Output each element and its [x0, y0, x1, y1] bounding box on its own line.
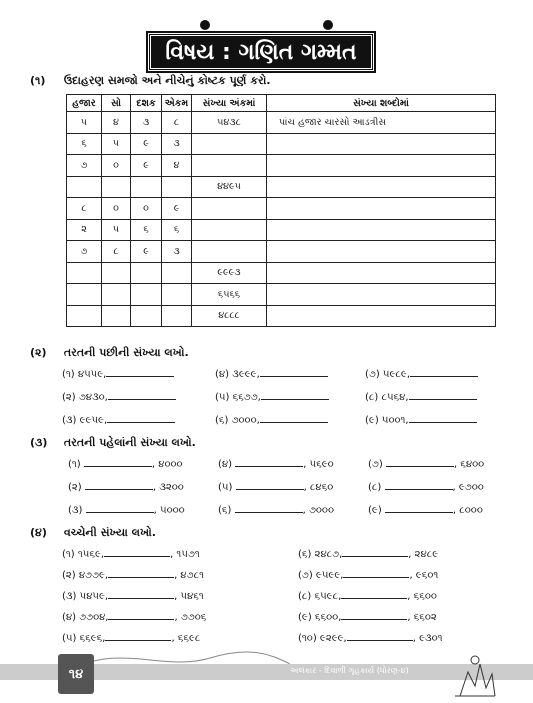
binder-hole-left: [200, 20, 210, 30]
previous-number-item: [218, 456, 334, 470]
table-cell: ૬૫૬૬: [192, 284, 267, 306]
table-cell: ૬: [131, 219, 162, 241]
answer-blank[interactable]: [108, 588, 174, 599]
table-cell: ૭: [67, 155, 102, 177]
answer-blank[interactable]: [260, 366, 328, 377]
table-cell: પાંચ હજાર ચારસો આડત્રીસ: [267, 112, 496, 134]
next-number-item: [62, 389, 176, 403]
item-value: , ૯૬૦૧: [409, 570, 439, 581]
page-number: ૧૪: [58, 654, 94, 694]
table-cell[interactable]: [267, 219, 496, 241]
between-number-item: [62, 588, 204, 602]
item-label: (૪) ૩૯૯૯,: [215, 369, 260, 380]
table-row: [67, 284, 496, 306]
item-label: (૮) ૬૫૯૮,: [298, 591, 342, 602]
header-ones: એકમ: [162, 95, 192, 112]
table-cell[interactable]: [67, 305, 102, 327]
table-cell[interactable]: [162, 262, 192, 284]
previous-number-item: [68, 479, 184, 493]
table-row: [67, 176, 496, 198]
item-label: (૫) ૬૬૯૬,: [62, 633, 106, 644]
table-cell[interactable]: [267, 284, 496, 306]
previous-number-item: [368, 456, 484, 470]
between-number-item: [298, 609, 437, 623]
answer-blank[interactable]: [85, 479, 153, 490]
header-number-words: સંખ્યા શબ્દોમાં: [267, 95, 496, 112]
answer-blank[interactable]: [236, 479, 304, 490]
answer-blank[interactable]: [260, 412, 328, 423]
table-cell: ૩: [162, 241, 192, 263]
item-value: , ૮૦૦૦: [452, 505, 483, 516]
table-cell: ૦: [131, 198, 162, 220]
next-number-item: [365, 389, 477, 403]
previous-number-item: [218, 479, 333, 493]
table-row: [67, 112, 496, 134]
between-number-item: [62, 609, 206, 623]
item-value: , ૭૭૦૬: [174, 612, 207, 623]
table-row: [67, 262, 496, 284]
section3-heading: [30, 436, 196, 450]
table-cell: ૫૪૩૮: [192, 112, 267, 134]
table-cell: ૬: [162, 219, 192, 241]
previous-number-item: [68, 456, 183, 470]
table-row: [67, 155, 496, 177]
answer-blank[interactable]: [385, 479, 453, 490]
answer-blank[interactable]: [343, 567, 409, 578]
item-value: , ૫૬૯૦: [303, 459, 334, 470]
item-value: , ૭૦૦૦: [302, 505, 334, 516]
place-value-table: [66, 94, 496, 327]
section4-heading: [30, 526, 156, 540]
table-cell: ૫: [102, 133, 131, 155]
item-value: , ૮૪૬૦: [303, 482, 334, 493]
table-cell[interactable]: [267, 241, 496, 263]
item-label: (૩): [68, 505, 83, 516]
table-row: [67, 305, 496, 327]
between-number-item: [298, 546, 438, 560]
between-number-item: [298, 630, 443, 644]
answer-blank[interactable]: [84, 456, 152, 467]
item-label: (૪) ૭૭૦૪,: [62, 612, 109, 623]
item-value: , ૯૭૦૦: [452, 482, 484, 493]
section2-instruction: તરતની પછીની સંખ્યા લખો.: [63, 346, 189, 359]
table-cell[interactable]: [102, 305, 131, 327]
section2-heading: [30, 346, 189, 360]
table-cell: ૯: [131, 155, 162, 177]
next-number-item: [365, 412, 477, 426]
header-hundreds: સો: [102, 95, 131, 112]
table-cell: ૦: [102, 198, 131, 220]
table-row: [67, 241, 496, 263]
table-cell[interactable]: [162, 305, 192, 327]
table-cell: ૪૪૯૫: [192, 176, 267, 198]
item-value: , ૬૬૦૨: [407, 612, 437, 623]
answer-blank[interactable]: [86, 502, 154, 513]
previous-number-item: [218, 502, 334, 516]
item-label: (૯) ૫૦૦૧,: [365, 415, 409, 426]
item-label: (૪): [218, 459, 233, 470]
table-cell: ૪: [102, 112, 131, 134]
answer-blank[interactable]: [108, 567, 174, 578]
answer-blank[interactable]: [235, 502, 303, 513]
table-cell: ૩: [162, 133, 192, 155]
between-number-item: [298, 588, 437, 602]
table-cell[interactable]: [267, 155, 496, 177]
table-cell[interactable]: [267, 305, 496, 327]
table-cell[interactable]: [162, 176, 192, 198]
item-label: (૨) ૪૭૭૯,: [62, 570, 109, 581]
table-cell: ૪: [162, 155, 192, 177]
item-label: (૩) ૯૯૫૯,: [62, 415, 108, 426]
table-cell: ૯: [131, 133, 162, 155]
table-header-row: [67, 95, 496, 112]
table-cell: ૮: [162, 112, 192, 134]
table-cell[interactable]: [267, 176, 496, 198]
table-cell[interactable]: [102, 176, 131, 198]
answer-blank[interactable]: [107, 412, 175, 423]
next-number-item: [215, 366, 328, 380]
table-cell[interactable]: [162, 284, 192, 306]
answer-blank[interactable]: [409, 412, 477, 423]
previous-number-item: [368, 479, 484, 493]
answer-blank[interactable]: [342, 546, 408, 557]
table-cell[interactable]: [131, 305, 162, 327]
item-value: , ૨૪૮૯: [408, 549, 439, 560]
item-label: (૫): [218, 482, 233, 493]
item-label: (૭) ૫૯૮૯,: [365, 369, 411, 380]
table-row: [67, 219, 496, 241]
table-cell[interactable]: [131, 176, 162, 198]
table-cell: ૬: [67, 133, 102, 155]
table-cell[interactable]: [67, 176, 102, 198]
section1-heading: [30, 74, 271, 88]
header-thousands: હજાર: [67, 95, 102, 112]
next-number-item: [62, 412, 175, 426]
table-cell[interactable]: [192, 155, 267, 177]
table-cell: ૪૮૮૮: [192, 305, 267, 327]
table-cell: ૯: [162, 198, 192, 220]
between-number-item: [62, 567, 204, 581]
item-value: , ૯૩૦૧: [412, 633, 443, 644]
table-cell: ૩: [131, 112, 162, 134]
table-cell[interactable]: [267, 262, 496, 284]
table-cell: ૮: [102, 241, 131, 263]
next-number-item: [62, 366, 174, 380]
item-label: (૧) ૪૫૫૯,: [62, 369, 107, 380]
binder-hole-right: [323, 20, 333, 30]
answer-blank[interactable]: [386, 456, 454, 467]
page-title: વિષય : ગણિત ગમ્મત: [148, 33, 374, 71]
answer-blank[interactable]: [410, 366, 478, 377]
between-number-item: [62, 546, 200, 560]
item-label: (૬) ૭૦૦૦,: [215, 415, 260, 426]
table-cell[interactable]: [192, 198, 267, 220]
section4-instruction: વચ્ચેની સંખ્યા લખો.: [63, 526, 156, 539]
answer-blank[interactable]: [347, 630, 413, 641]
item-value: , ૬૬૦૦: [407, 591, 437, 602]
item-value: , ૪૭૮૧: [174, 570, 204, 581]
table-cell: ૯: [131, 241, 162, 263]
answer-blank[interactable]: [261, 389, 329, 400]
item-label: (૨): [68, 482, 82, 493]
table-row: [67, 198, 496, 220]
item-label: (૧૦) ૯૨૯૯,: [298, 633, 347, 644]
answer-blank[interactable]: [235, 456, 303, 467]
item-label: (૬): [218, 505, 232, 516]
item-label: (૯) ૬૬૦૦,: [298, 612, 342, 623]
item-value: , ૪૦૦૦: [151, 459, 183, 470]
table-cell[interactable]: [192, 133, 267, 155]
table-cell: ૮: [67, 198, 102, 220]
answer-blank[interactable]: [385, 502, 453, 513]
item-label: (૫) ૬૬૭૭,: [215, 392, 261, 403]
section2-number: (૨): [30, 346, 47, 359]
item-label: (૨) ૭૪૩૦,: [62, 392, 108, 403]
section1-instruction: ઉદાહરણ સમજો અને નીચેનું કોષ્ટક પૂર્ણ કરો.: [63, 74, 271, 87]
table-cell[interactable]: [131, 262, 162, 284]
section3-number: (૩): [30, 436, 48, 449]
item-label: (૩) ૫૪૫૯,: [62, 591, 109, 602]
item-value: , ૬૬૯૮: [171, 633, 201, 644]
answer-blank[interactable]: [341, 588, 407, 599]
item-value: , ૧૫૭૧: [170, 549, 200, 560]
table-cell[interactable]: [67, 262, 102, 284]
item-value: , ૫૦૦૦: [153, 505, 185, 516]
table-cell[interactable]: [102, 284, 131, 306]
table-cell[interactable]: [102, 262, 131, 284]
header-tens: દશક: [131, 95, 162, 112]
answer-blank[interactable]: [409, 389, 477, 400]
item-value: , ૬૪૦૦: [453, 459, 485, 470]
item-label: (૮) ૮૫૬૪,: [365, 392, 409, 403]
item-label: (૧): [68, 459, 81, 470]
item-value: , ૫૪૬૧: [174, 591, 204, 602]
table-cell[interactable]: [192, 219, 267, 241]
lamp-illustration-icon: [450, 652, 500, 700]
table-cell[interactable]: [267, 133, 496, 155]
table-cell: ૫: [102, 219, 131, 241]
header-number-digits: સંખ્યા અંકમાં: [192, 95, 267, 112]
table-cell[interactable]: [192, 241, 267, 263]
table-cell: ૫: [67, 112, 102, 134]
item-label: (૧) ૧૫૬૯,: [62, 549, 105, 560]
section1-number: (૧): [30, 74, 46, 87]
answer-blank[interactable]: [106, 366, 174, 377]
table-cell[interactable]: [67, 284, 102, 306]
between-number-item: [298, 567, 438, 581]
item-label: (૭): [368, 459, 383, 470]
answer-blank[interactable]: [104, 546, 170, 557]
table-cell: ૨: [67, 219, 102, 241]
table-cell[interactable]: [267, 198, 496, 220]
next-number-item: [365, 366, 478, 380]
section3-instruction: તરતની પહેલાંની સંખ્યા લખો.: [63, 436, 196, 449]
answer-blank[interactable]: [108, 609, 174, 620]
table-cell: ૦: [102, 155, 131, 177]
item-label: (૭) ૯૫૯૯,: [298, 570, 344, 581]
item-label: (૬) ૨૪૮૭,: [298, 549, 343, 560]
item-label: (૯): [368, 505, 382, 516]
section4-number: (૪): [30, 526, 47, 539]
footer-text: અલંકાર - દિવાળી ગૃહકાર્ય (ધોરણ-૪): [290, 666, 409, 675]
answer-blank[interactable]: [108, 389, 176, 400]
item-label: (૮): [368, 482, 382, 493]
item-value: , ૩૨૦૦: [152, 482, 184, 493]
previous-number-item: [68, 502, 185, 516]
table-cell: ૯૯૯૩: [192, 262, 267, 284]
table-cell: ૭: [67, 241, 102, 263]
table-cell[interactable]: [131, 284, 162, 306]
next-number-item: [215, 389, 329, 403]
previous-number-item: [368, 502, 483, 516]
answer-blank[interactable]: [341, 609, 407, 620]
table-row: [67, 133, 496, 155]
next-number-item: [215, 412, 328, 426]
